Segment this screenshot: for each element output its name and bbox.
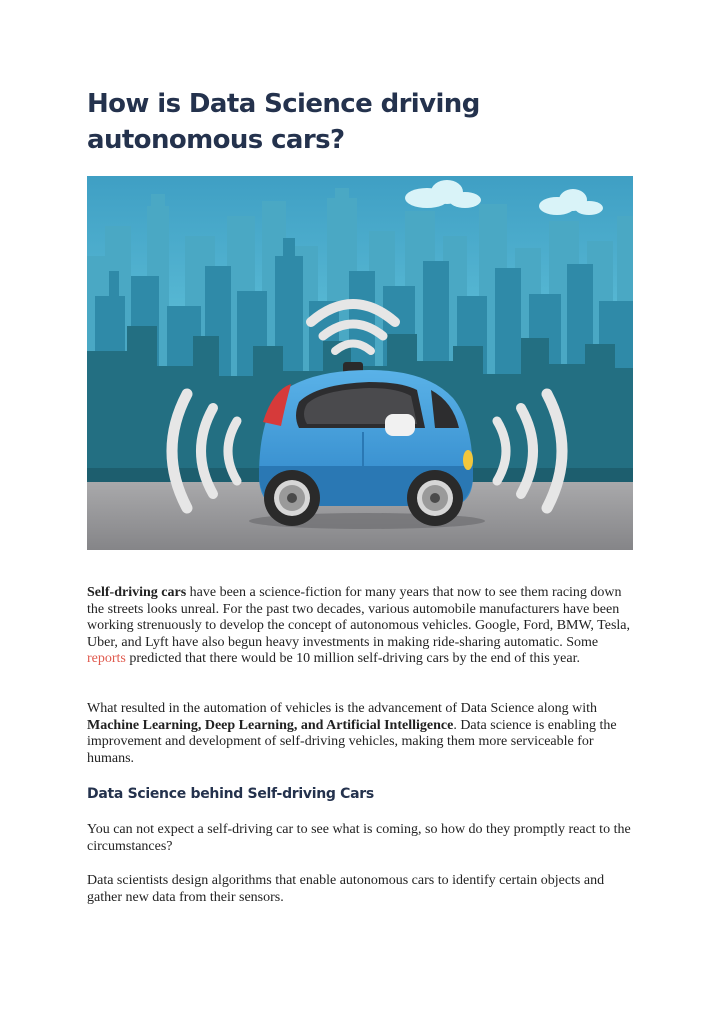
automation-paragraph [87, 701, 637, 767]
automation-text-a: What resulted in the automation of vehicles is the advancement of Data Science along with [87, 701, 598, 716]
page-title: How is Data Science driving autonomous cars? [87, 89, 480, 155]
front-wheel-icon [407, 470, 463, 526]
intro-text-b: predicted that there would be 10 million self-driving cars by the end of this year. [125, 651, 580, 667]
algorithms-paragraph: Data scientists design algorithms that enable autonomous cars to identify certain objects and gather new data from their sensors. [87, 873, 605, 905]
rear-wheel-icon [264, 470, 320, 526]
automation-text-b: . Data science is enabling the improvement and development of self-driving vehicles, making them more serviceable for humans. [87, 717, 617, 766]
react-paragraph: You can not expect a self-driving car to see what is coming, so how do they promptly react to the circumstances? [87, 822, 631, 854]
section-heading: Data Science behind Self-driving Cars [87, 786, 374, 802]
intro-text-a: have been a science-fiction for many years that now to see them racing down the streets looks unreal. For the past two decades, various automobile manufacturers have been working strenuously to develop the concept of autonomous vehicles. Google, Ford, BMW, Tesla, Uber, and Lyft have also begun heavy investments in making ride-sharing automatic. Some [87, 585, 630, 650]
intro-paragraph [87, 585, 637, 668]
hero-illustration [87, 176, 633, 550]
ml-dl-ai-bold: Machine Learning, Deep Learning, and Artificial Intelligence [87, 717, 454, 733]
self-driving-car-icon [87, 176, 633, 550]
reports-link[interactable]: reports [87, 651, 126, 667]
self-driving-cars-bold: Self-driving cars [87, 585, 187, 600]
